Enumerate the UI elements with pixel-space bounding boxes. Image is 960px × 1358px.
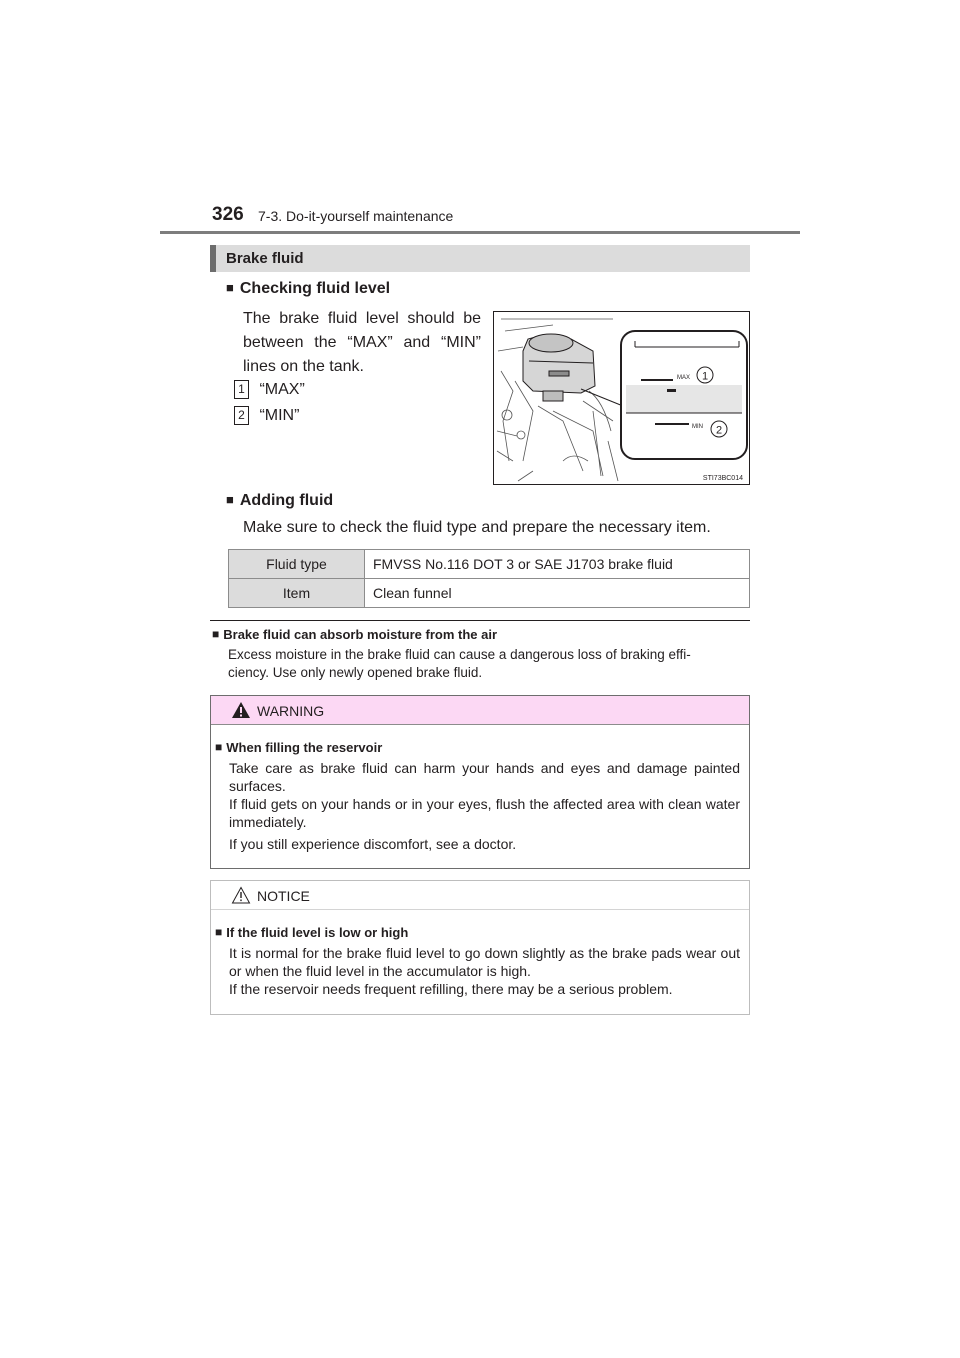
illustration-code: STI73BC014	[702, 475, 743, 482]
table-row	[229, 579, 750, 608]
checking-line-1: The brake fluid level should be	[243, 310, 481, 327]
callout-number-1: 1	[234, 380, 249, 399]
warning-label: WARNING	[257, 703, 325, 719]
legend-label-max: “MAX”	[259, 381, 305, 398]
section-bar	[210, 245, 750, 272]
adding-heading	[226, 492, 333, 510]
warning-paragraph-1: Take care as brake fluid can harm your hands and eyes and damage painted surfaces.	[229, 760, 740, 794]
warning-triangle-icon	[231, 701, 251, 719]
header-rule	[160, 231, 800, 234]
table-label-fluid-type: Fluid type	[229, 550, 365, 579]
legend-label-min: “MIN”	[259, 407, 300, 424]
warning-heading	[215, 739, 382, 757]
caution-triangle-icon	[231, 886, 251, 904]
checking-heading-text: Checking fluid level	[239, 280, 391, 297]
min-line-label: MIN	[692, 424, 703, 430]
page-number: 326	[212, 204, 244, 225]
warning-box	[210, 695, 750, 869]
warning-paragraph-2: If fluid gets on your hands or in your eyes, flush the affected area with clean water immediately.	[229, 796, 740, 830]
section-title: Brake fluid	[226, 250, 304, 267]
adding-heading-text: Adding fluid	[239, 492, 334, 509]
notice-header	[211, 881, 749, 910]
square-bullet-icon: ■	[215, 925, 223, 939]
note-title	[212, 627, 497, 642]
notice-paragraph-1: It is normal for the brake fluid level to go down slightly as the brake pads wear out or when the fluid level in the accumulator is high.	[229, 945, 740, 979]
section-bar-stripe	[210, 245, 216, 272]
table-row	[229, 550, 750, 579]
checking-heading	[226, 280, 390, 298]
note-rule	[210, 620, 750, 621]
legend-item-max	[234, 378, 305, 402]
notice-heading	[215, 924, 408, 942]
table-value-fluid-type: FMVSS No.116 DOT 3 or SAE J1703 brake fluid	[365, 550, 750, 579]
warning-header	[211, 696, 749, 725]
notice-label: NOTICE	[257, 888, 310, 904]
square-bullet-icon: ■	[226, 492, 234, 507]
warning-heading-text: When filling the reservoir	[226, 740, 383, 755]
note-body	[228, 646, 750, 682]
zoom-inset	[621, 331, 747, 459]
note-line-1: Excess moisture in the brake fluid can cause a dangerous loss of braking effi-	[228, 647, 691, 662]
notice-box	[210, 880, 750, 1015]
adding-text: Make sure to check the fluid type and prepare the necessary item.	[243, 519, 711, 536]
fluid-spec-table	[228, 549, 750, 608]
table-value-item: Clean funnel	[365, 579, 750, 608]
note-line-2: ciency. Use only newly opened brake fluid.	[228, 665, 483, 680]
warning-paragraph-3: If you still experience discomfort, see a doctor.	[229, 836, 517, 852]
max-line-label: MAX	[677, 375, 691, 381]
square-bullet-icon: ■	[226, 280, 234, 295]
checking-line-2: between the “MAX” and “MIN”	[243, 334, 481, 351]
square-bullet-icon: ■	[212, 627, 220, 641]
notice-paragraph-2: If the reservoir needs frequent refilling, there may be a serious problem.	[229, 981, 673, 997]
notice-heading-text: If the fluid level is low or high	[226, 925, 409, 940]
table-label-item: Item	[229, 579, 365, 608]
square-bullet-icon: ■	[215, 740, 223, 754]
legend-item-min	[234, 404, 299, 428]
chapter-title: 7-3. Do-it-yourself maintenance	[258, 208, 454, 224]
brake-reservoir-illustration	[493, 311, 750, 485]
checking-line-3: lines on the tank.	[243, 358, 364, 375]
callout-number-2: 2	[234, 406, 249, 425]
callout-circle-2-number: 2	[715, 424, 723, 437]
callout-circle-1-number: 1	[701, 370, 709, 383]
note-title-text: Brake fluid can absorb moisture from the air	[223, 627, 498, 642]
